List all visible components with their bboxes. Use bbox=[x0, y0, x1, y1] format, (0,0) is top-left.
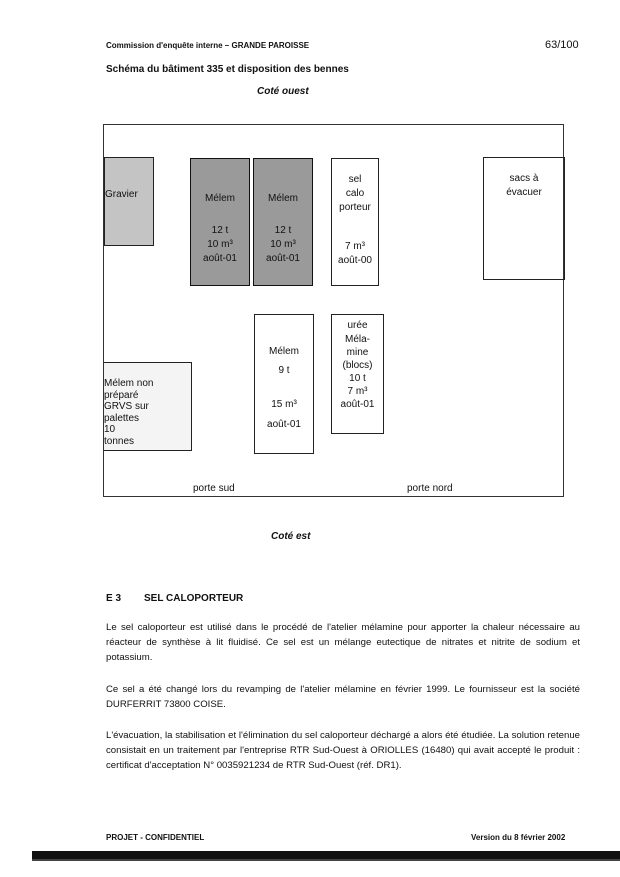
footer-confidential: PROJET - CONFIDENTIEL bbox=[106, 833, 205, 842]
bin-date: août-01 bbox=[203, 253, 237, 264]
bin-sacs-a-evacuer bbox=[483, 157, 565, 280]
bin-label: porteur bbox=[339, 202, 371, 213]
bin-melem-3 bbox=[254, 314, 314, 454]
page-number: 63/100 bbox=[545, 39, 579, 51]
section-number: E 3 bbox=[106, 593, 122, 604]
bin-label: palettes bbox=[104, 412, 140, 424]
bin-label: Gravier bbox=[105, 189, 138, 200]
bin-weight: 10 bbox=[104, 424, 116, 435]
bin-melem-non-prepare bbox=[104, 362, 192, 451]
cote-ouest-label: Coté ouest bbox=[257, 86, 309, 97]
section-title: SEL CALOPORTEUR bbox=[144, 593, 244, 604]
bin-volume: 7 m³ bbox=[345, 241, 365, 252]
bin-label: Méla- bbox=[344, 334, 370, 345]
bin-volume: 10 m³ bbox=[270, 239, 296, 250]
bin-volume: 7 m³ bbox=[347, 386, 368, 397]
porte-nord-label: porte nord bbox=[407, 483, 453, 494]
bin-weight: 10 t bbox=[349, 373, 366, 384]
building-outline bbox=[103, 124, 564, 497]
bin-weight: 12 t bbox=[211, 225, 229, 236]
schema-title: Schéma du bâtiment 335 et disposition des bennes bbox=[106, 64, 349, 75]
bin-label: préparé bbox=[104, 389, 139, 401]
bin-label: (blocs) bbox=[342, 360, 373, 371]
cote-est-label: Coté est bbox=[271, 531, 311, 542]
bin-sel-caloporteur bbox=[331, 158, 379, 286]
scan-edge-line bbox=[32, 859, 620, 861]
bin-gravier bbox=[104, 157, 154, 246]
paragraph: Le sel caloporteur est utilisé dans le procédé de l'atelier mélamine pour apporter la chaleur nécessaire au réacteur de synthèse à lit fluidisé. Ce sel est un mélange eutectique de nitrates et nitrite de sodium et potassium. bbox=[106, 622, 580, 663]
bin-melem-1 bbox=[190, 158, 250, 286]
bin-label: sel bbox=[348, 174, 362, 185]
footer-version: Version du 8 février 2002 bbox=[471, 833, 566, 842]
bin-weight: 9 t bbox=[278, 365, 290, 376]
paragraph: L'évacuation, la stabilisation et l'élimination du sel caloporteur déchargé a alors été étudiée. La solution retenue consistait en un traitement par l'entreprise RTR Sud-Ouest à ORIOLLES (16480) qui avait accepté le produit : certificat d'acceptation N° 0035921234 de RTR Sud-Ouest (réf. DR1). bbox=[106, 730, 580, 771]
bin-date: août-01 bbox=[267, 419, 301, 430]
bin-weight-unit: tonnes bbox=[104, 435, 135, 447]
bin-uree-melamine bbox=[331, 314, 384, 434]
bin-volume: 10 m³ bbox=[207, 239, 233, 250]
porte-sud-label: porte sud bbox=[193, 483, 235, 494]
bin-label: Mélem non bbox=[104, 378, 154, 389]
bin-label: GRVS sur bbox=[104, 401, 149, 412]
header-title: Commission d'enquête interne – GRANDE PAROISSE bbox=[106, 41, 310, 50]
bin-label: Mélem bbox=[268, 346, 299, 357]
paragraph: Ce sel a été changé lors du revamping de l'atelier mélamine en février 1999. Le fournisseur est la société DURFERRIT 73800 COISE. bbox=[106, 684, 580, 710]
bin-label: évacuer bbox=[506, 187, 542, 198]
bin-label: urée bbox=[347, 320, 368, 331]
bin-volume: 15 m³ bbox=[271, 399, 297, 410]
bin-date: août-01 bbox=[340, 399, 375, 410]
bin-weight: 12 t bbox=[274, 225, 292, 236]
bin-label: calo bbox=[345, 188, 365, 199]
bin-date: août-00 bbox=[338, 255, 372, 266]
bin-label: sacs à bbox=[509, 173, 539, 184]
section-heading bbox=[106, 593, 243, 604]
bin-label: Mélem bbox=[267, 193, 298, 204]
bin-label: Mélem bbox=[204, 193, 235, 204]
bin-label: mine bbox=[346, 347, 369, 358]
bin-melem-2 bbox=[253, 158, 313, 286]
bin-date: août-01 bbox=[266, 253, 300, 264]
